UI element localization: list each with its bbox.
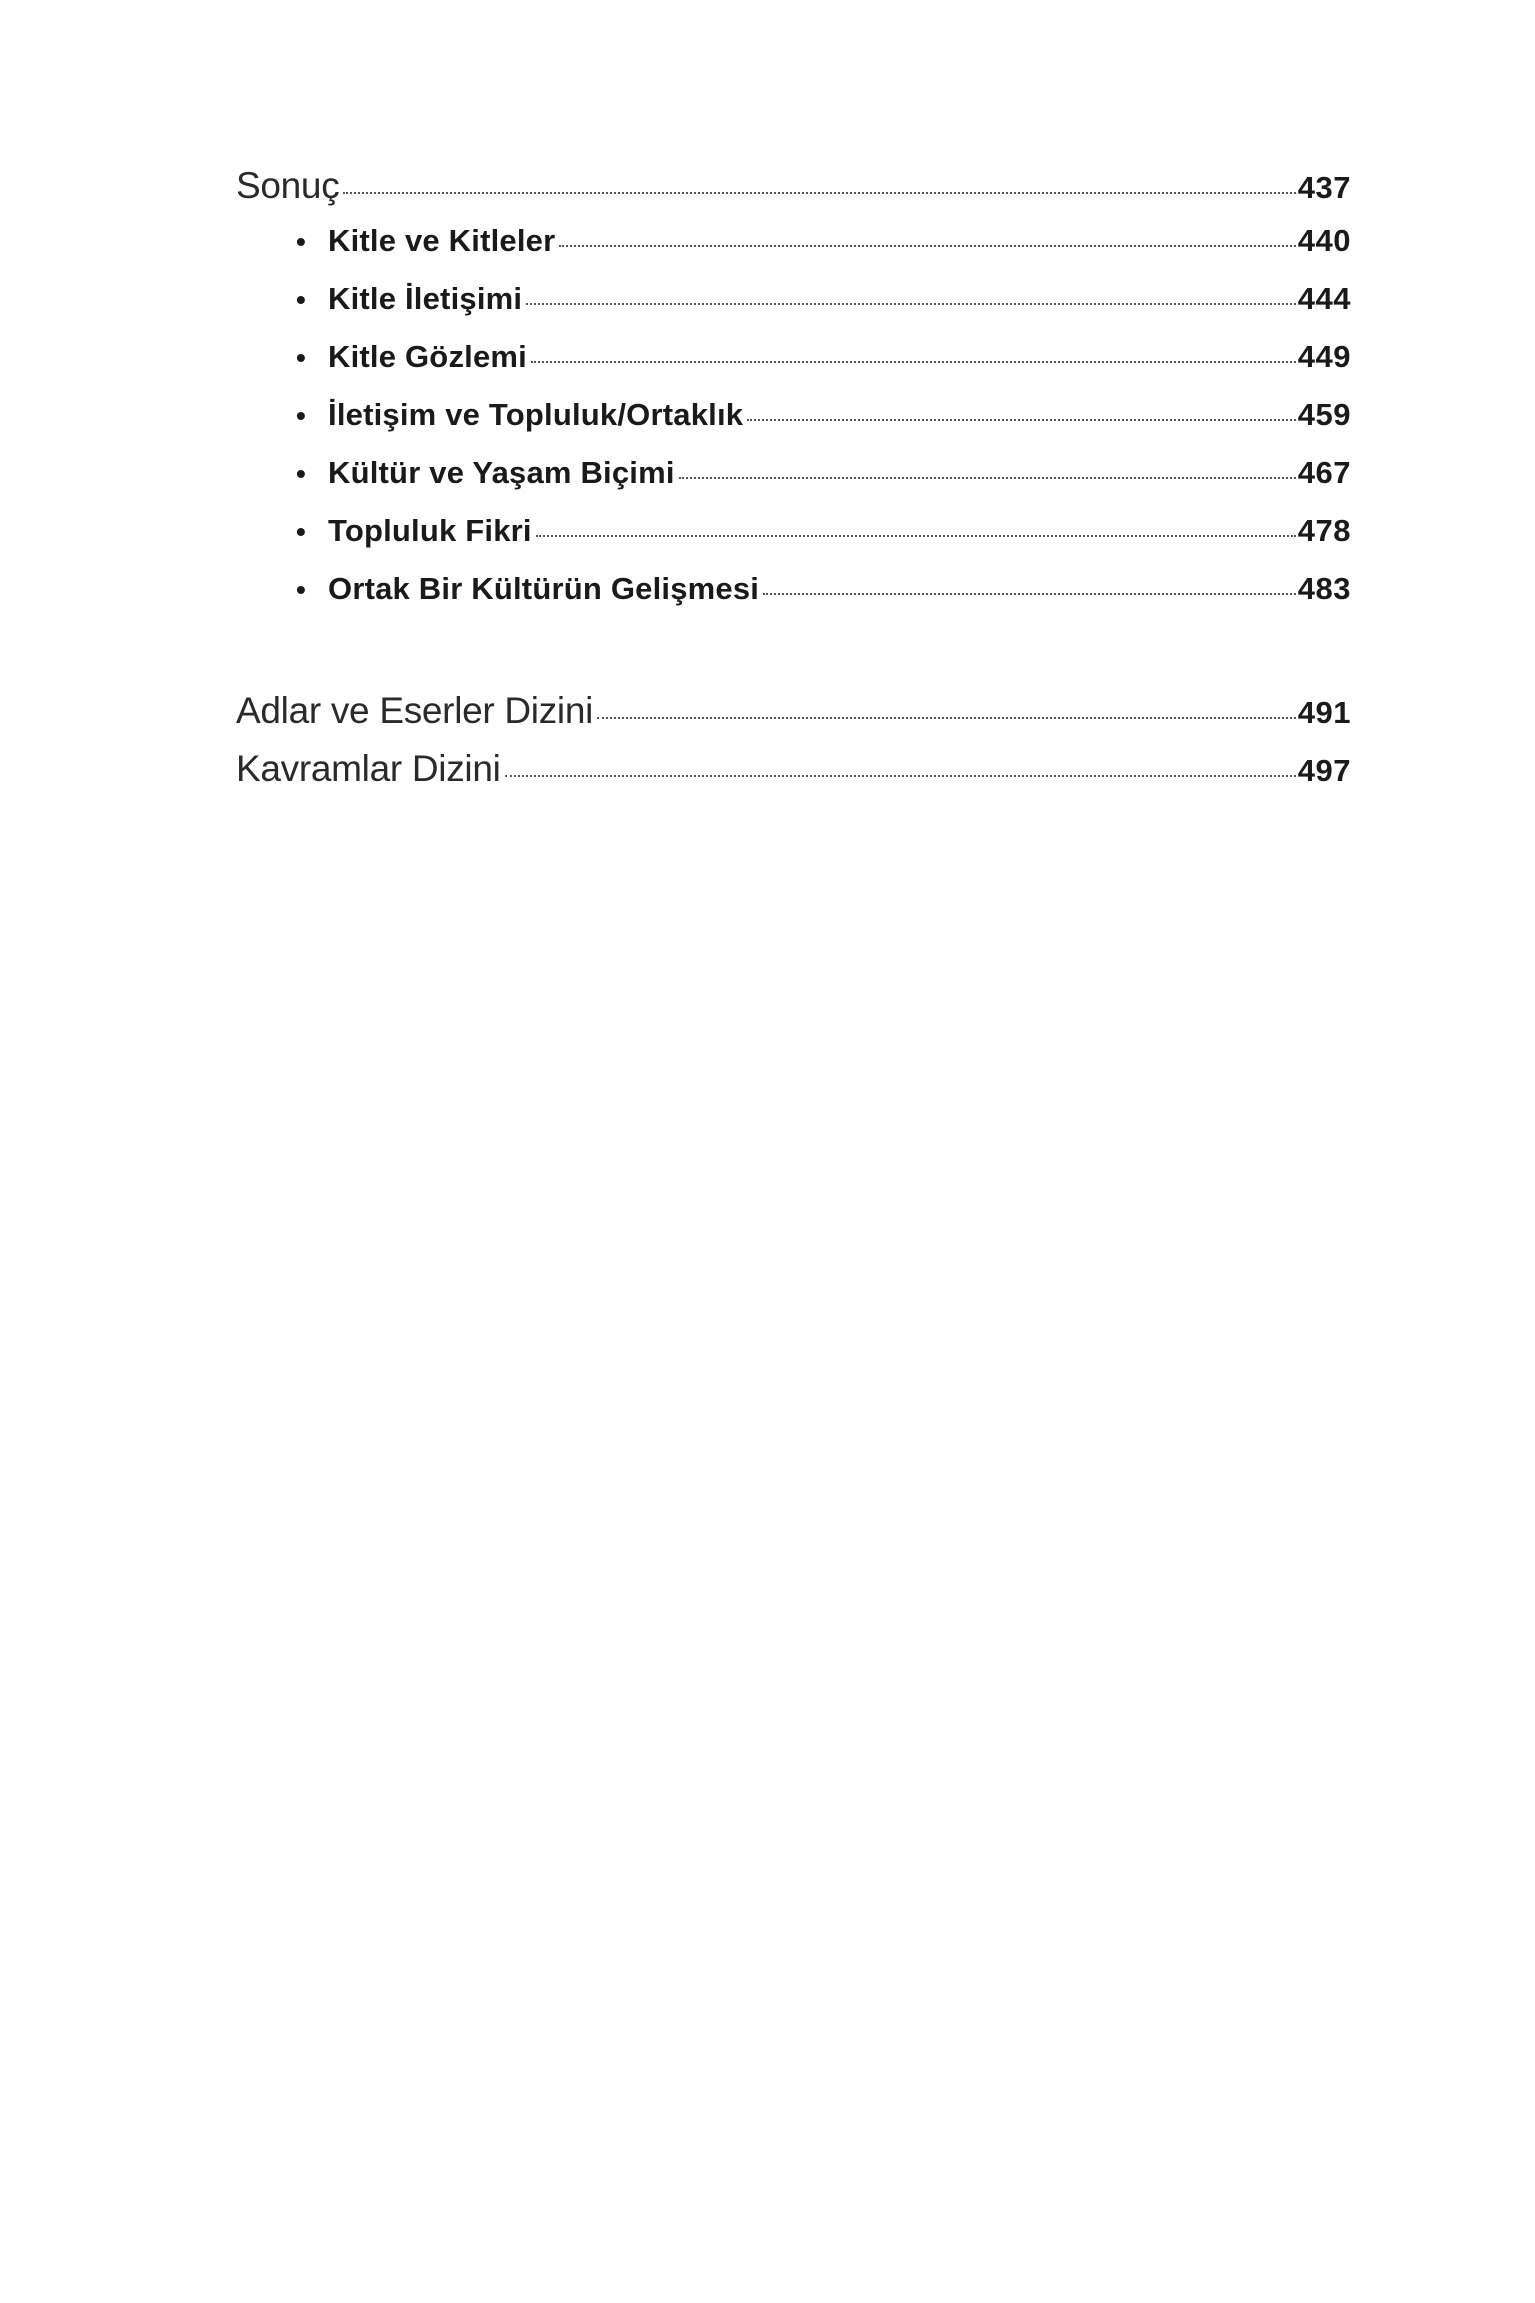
toc-subentry[interactable] [236,571,1351,629]
dot-leader [597,717,1296,719]
toc-subentry[interactable] [236,397,1351,455]
toc-subentry-title: Kitle Gözlemi [328,339,527,374]
dot-leader [679,477,1296,479]
toc-subentry[interactable] [236,223,1351,281]
toc-entry-kavramlar-dizini[interactable] [236,748,1351,806]
bullet-icon: • [296,226,306,257]
dot-leader [343,192,1295,194]
toc-subentry-page: 467 [1297,455,1351,490]
dot-leader [531,361,1296,363]
toc-entry-sonuc[interactable] [236,165,1351,223]
toc-subentry[interactable] [236,339,1351,397]
toc-subentry-title: Ortak Bir Kültürün Gelişmesi [328,571,760,606]
toc-subentry-title: İletişim ve Topluluk/Ortaklık [328,397,744,432]
dot-leader [747,419,1296,421]
toc-subentry-page: 459 [1297,397,1351,432]
dot-leader [536,535,1296,537]
toc-entry-title: Adlar ve Eserler Dizini [236,690,594,731]
bullet-icon: • [296,284,306,315]
toc-subentry[interactable] [236,513,1351,571]
bullet-icon: • [296,458,306,489]
toc-subentry-page: 444 [1297,281,1351,316]
dot-leader [559,245,1295,247]
toc-entry-page: 497 [1297,753,1351,788]
toc-subentry[interactable] [236,281,1351,339]
table-of-contents [236,165,1351,806]
toc-entry-page: 491 [1297,695,1351,730]
dot-leader [763,593,1296,595]
toc-subentry-page: 440 [1297,223,1351,258]
toc-entry-title: Sonuç [236,165,340,206]
toc-entry-title: Kavramlar Dizini [236,748,501,789]
toc-subentry-page: 478 [1297,513,1351,548]
toc-subentry-title: Topluluk Fikri [328,513,532,548]
toc-entry-adlar-ve-eserler-dizini[interactable] [236,690,1351,748]
toc-subentry-title: Kültür ve Yaşam Biçimi [328,455,675,490]
toc-subentry[interactable] [236,455,1351,513]
bullet-icon: • [296,342,306,373]
toc-subentry-title: Kitle ve Kitleler [328,223,556,258]
bullet-icon: • [296,574,306,605]
toc-subentry-page: 483 [1297,571,1351,606]
toc-subentry-title: Kitle İletişimi [328,281,523,316]
toc-entry-page: 437 [1297,170,1351,205]
bullet-icon: • [296,516,306,547]
bullet-icon: • [296,400,306,431]
toc-subentry-page: 449 [1297,339,1351,374]
dot-leader [526,303,1296,305]
section-spacer [236,629,1351,690]
dot-leader [505,775,1296,777]
